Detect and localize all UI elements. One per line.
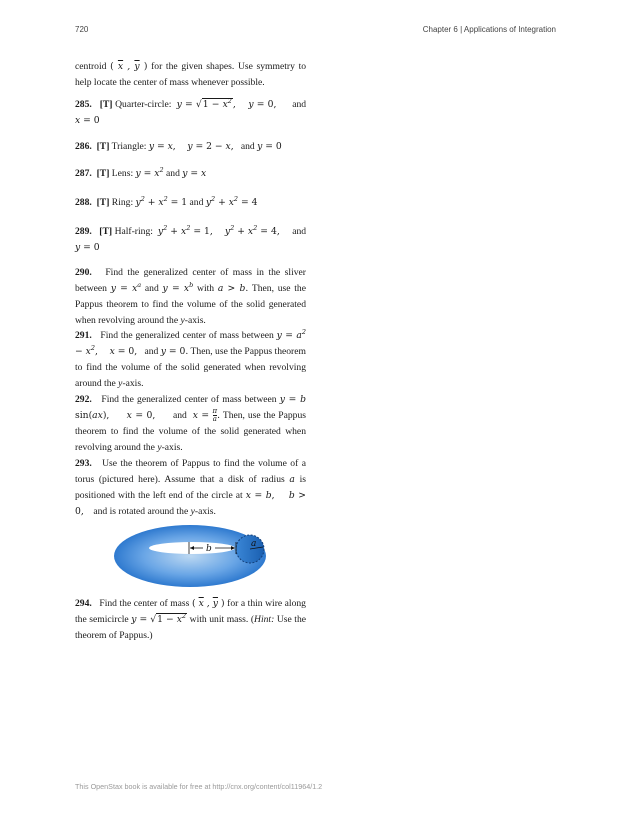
problem-text: with unit mass. ( [189,614,255,625]
problem-text: and is rotated around the [93,506,189,517]
problem-text: Use the theorem of Pappus to find the volume of a torus (pictured here). Assume that a disk of radius [75,458,306,485]
math-expr: y = b sin(ax), x = 0, [75,394,306,421]
problem-number: 292. [75,394,92,405]
math-expr: ( $\overline{x}$ , $\overline{y}$ ) [191,598,225,609]
problem-number: 290. [75,267,92,278]
problem-292 [75,392,306,456]
and-word: and [189,197,204,208]
problem-number: 289. [75,226,92,237]
problem-text-end: -axis. [161,442,183,453]
problem-287 [75,166,306,182]
problem-text: Lens: [111,168,134,179]
problem-text: Triangle: [111,141,147,152]
intro-text-b: for the given shapes. Use symmetry to help locate the center of mass whenever possible. [75,61,307,88]
and-word: and [292,226,307,237]
math-expr: a > b. [217,283,249,294]
problem-293 [75,456,306,520]
problem-text: Find the center of mass [99,598,190,609]
problem-text-end: -axis. [184,315,206,326]
math-expr: $y = a^2 - x^2$, x = 0, [75,327,306,357]
problem-294 [75,596,306,644]
math-expr: $y^2 + x^2 = 4$ [205,194,258,208]
math-expr: x = 0 [75,115,100,126]
math-expr: $y^2 + x^2 = 1$, $y^2 + x^2 = 4$, [157,223,280,237]
problem-number: 293. [75,458,92,469]
axis-variable: y [180,315,185,326]
problem-text: Then, use the Pappus theorem to find the volume of the solid generated when revolving around the [75,346,306,389]
math-expr: $y = x^2$ [135,165,164,179]
and-word: and [144,346,159,357]
math-expr: $y = x^b$ [162,280,194,294]
intro-text-a: centroid [75,61,107,72]
math-expr: y = x [182,168,207,179]
axis-variable: y [118,378,123,389]
math-expr: y = 0. [160,346,189,357]
problem-number: 286. [75,141,92,152]
label-b: b [206,544,212,554]
problem-text-end: -axis. [194,506,216,517]
problem-text-end: -axis. [122,378,144,389]
math-expr: $y = √1 - x^2$ [131,611,187,625]
intro-paragraph [75,59,306,91]
and-word: and [166,168,180,179]
math-expr: $y = x^a$ [110,280,142,294]
math-expr: a [289,474,295,485]
math-expr: $y = √1 - x^2$, y = 0, [176,96,277,110]
math-expr: y = x, y = 2 − x, [148,141,234,152]
page-number: 720 [75,25,89,34]
problem-number: 288. [75,197,92,208]
tech-tag: [T] [96,197,110,208]
tech-tag: [T] [99,99,113,110]
problem-number: 291. [75,330,92,341]
problem-text: Find the generalized center of mass between [101,394,277,405]
problem-289 [75,224,306,256]
problem-number: 294. [75,598,92,609]
and-word: and [240,141,255,152]
problem-288 [75,195,306,211]
footer-note: This OpenStax book is available for free at http://cnx.org/content/col11964/1.2 [75,782,323,791]
chapter-header: Chapter 6 | Applications of Integration [422,25,556,34]
and-word: and [144,283,159,294]
problem-291 [75,328,306,392]
centroid-formula: ( $\overline{x}$ , $\overline{y}$ ) [110,61,148,72]
problem-text: Then, use the Pappus theorem to find the volume of the solid generated when revolving around the [75,410,306,453]
problem-290 [75,265,306,329]
problem-number: 287. [75,168,92,179]
and-word: and [292,99,307,110]
problem-text: Half-ring: [114,226,153,237]
problem-285 [75,97,306,129]
problem-text: Find the generalized center of mass in the sliver between [75,267,306,294]
problem-text: Find the generalized center of mass between [100,330,274,341]
math-expr: y = 0 [75,242,100,253]
tech-tag: [T] [99,226,113,237]
math-expr: $y^2 + x^2 = 1$ [135,194,188,208]
axis-variable: y [157,442,162,453]
problem-text: Ring: [111,197,134,208]
math-expr: y = 0 [257,141,282,152]
problem-text: Then, use the Pappus theorem to find the volume of the solid generated when revolving around the [75,283,306,326]
problem-text: for a thin wire along the semicircle [75,598,306,625]
and-word: and [172,410,187,421]
tech-tag: [T] [96,168,110,179]
math-expr: x = b, b > 0, [75,490,306,517]
tech-tag: [T] [96,141,110,152]
problem-286 [75,139,306,155]
problem-number: 285. [75,99,92,110]
with-word: with [197,283,215,294]
problem-text: Quarter-circle: [115,99,172,110]
axis-variable: y [190,506,195,517]
torus-figure [110,520,280,592]
hint-word: Hint: [254,614,275,625]
label-a: a [251,539,257,549]
problem-text: is positioned with the left end of the circle at [75,474,306,501]
math-expr: x = $\frac{\pi}{a}$ . [192,407,221,423]
problem-text: Use the theorem of Pappus.) [75,614,307,641]
